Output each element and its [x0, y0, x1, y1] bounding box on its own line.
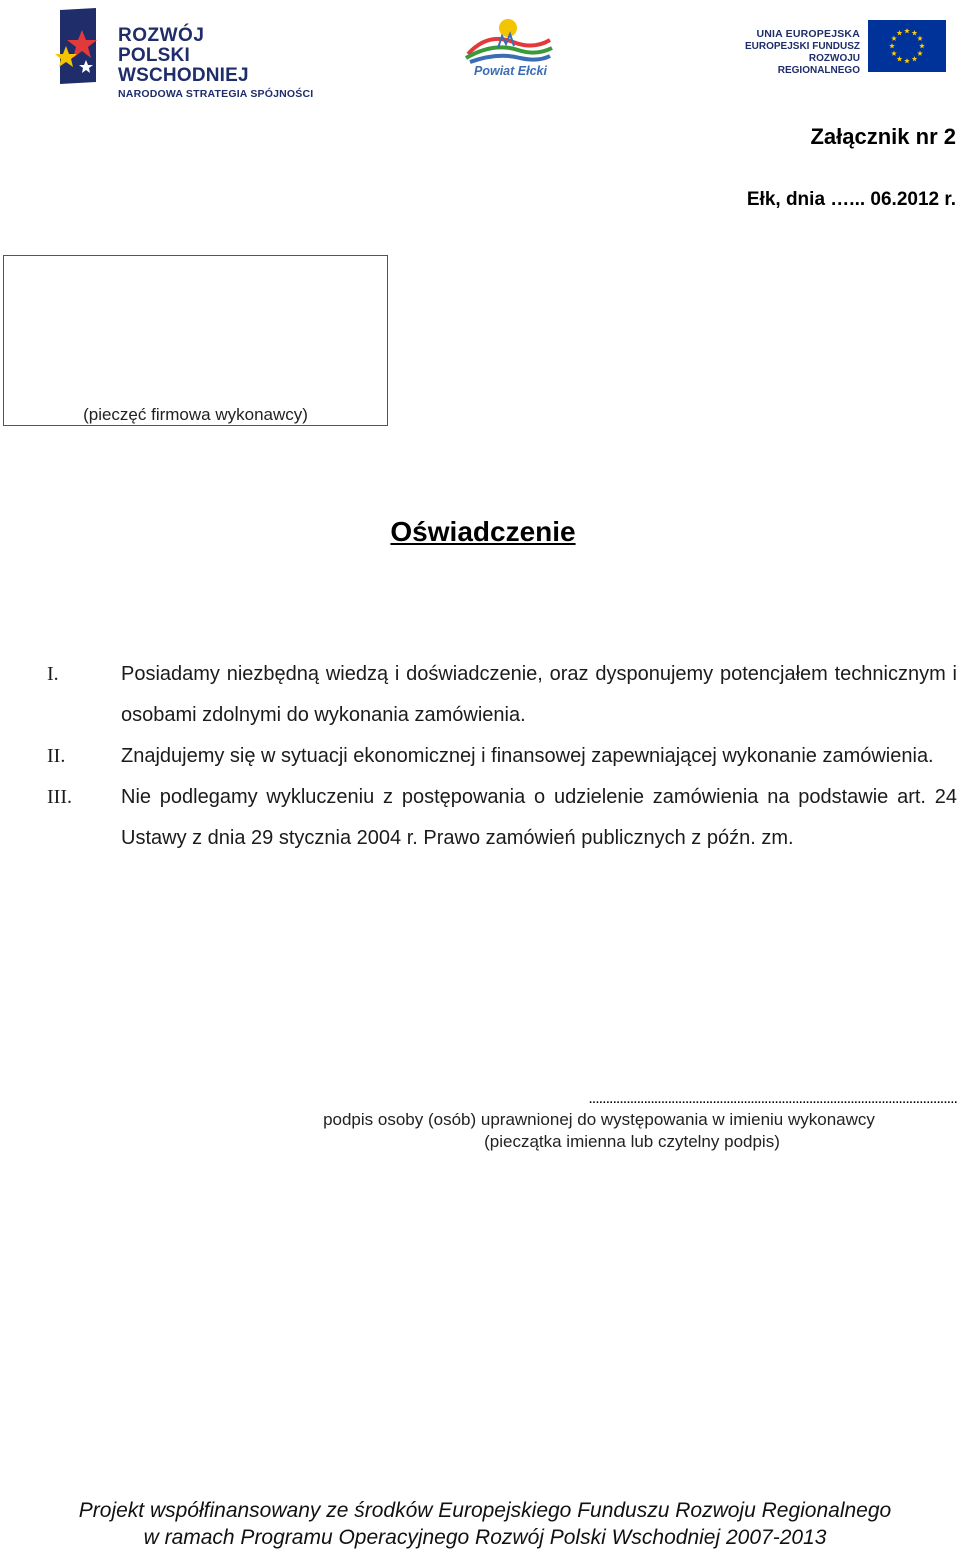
powiat-elcki-logo [458, 14, 558, 86]
signature-line: ........................................................................................................... [588, 1090, 957, 1107]
eu-logo-line3: ROZWOJU REGIONALNEGO [777, 53, 860, 76]
footer [0, 1497, 960, 1551]
rozwoj-polski-wschodniej-logo [52, 8, 322, 100]
list-item [0, 777, 960, 859]
item-number: I. [47, 663, 59, 685]
list-item [0, 654, 960, 736]
document-date: Ełk, dnia …... 06.2012 r. [746, 189, 956, 210]
item-text: Znajdujemy się w sytuacji ekonomicznej i finansowej zapewniającej wykonanie zamówienia. [121, 745, 934, 767]
footer-line1: Projekt współfinansowany ze środków Europejskiego Funduszu Rozwoju Regionalnego [78, 1499, 892, 1522]
logo-left-line3: NARODOWA STRATEGIA SPÓJNOŚCI [118, 88, 314, 100]
eu-logo-line2: EUROPEJSKI FUNDUSZ [744, 41, 860, 52]
document-title: Oświadczenie [390, 516, 576, 547]
declaration-list [0, 654, 960, 859]
powiat-logo-text: Powiat Ełcki [474, 64, 547, 78]
annex-number: Załącznik nr 2 [810, 124, 956, 149]
logo-left-line1: ROZWÓJ [118, 25, 205, 46]
signature-caption: podpis osoby (osób) uprawnionej do występowania w imieniu wykonawcy [323, 1110, 875, 1129]
item-text: Nie podlegamy wykluczeniu z postępowania o udzielenie zamówienia na podstawie art. 24 Ustawy z dnia 29 stycznia 2004 r. Prawo zamówień publicznych z późn. zm. [121, 786, 957, 849]
eu-logo-line1: UNIA EUROPEJSKA [756, 28, 860, 40]
footer-line2: w ramach Programu Operacyjnego Rozwój Polski Wschodniej 2007-2013 [143, 1526, 827, 1549]
item-number: III. [47, 786, 72, 808]
rozwoj-polski-wschodniej-logo-icon [52, 8, 100, 88]
company-stamp-box [3, 255, 388, 426]
item-number: II. [47, 745, 66, 767]
eu-logo [730, 20, 946, 74]
list-item [0, 736, 960, 777]
signature-subcaption: (pieczątka imienna lub czytelny podpis) [484, 1132, 780, 1151]
item-text: Posiadamy niezbędną wiedzą i doświadczenie, oraz dysponujemy potencjałem technicznym i osobami zdolnymi do wykonania zamówienia. [121, 663, 957, 726]
logo-left-line2: POLSKI WSCHODNIEJ [118, 45, 249, 86]
eu-flag-icon [868, 20, 946, 72]
powiat-elcki-logo-icon [458, 14, 558, 64]
stamp-label: (pieczęć firmowa wykonawcy) [83, 405, 308, 424]
